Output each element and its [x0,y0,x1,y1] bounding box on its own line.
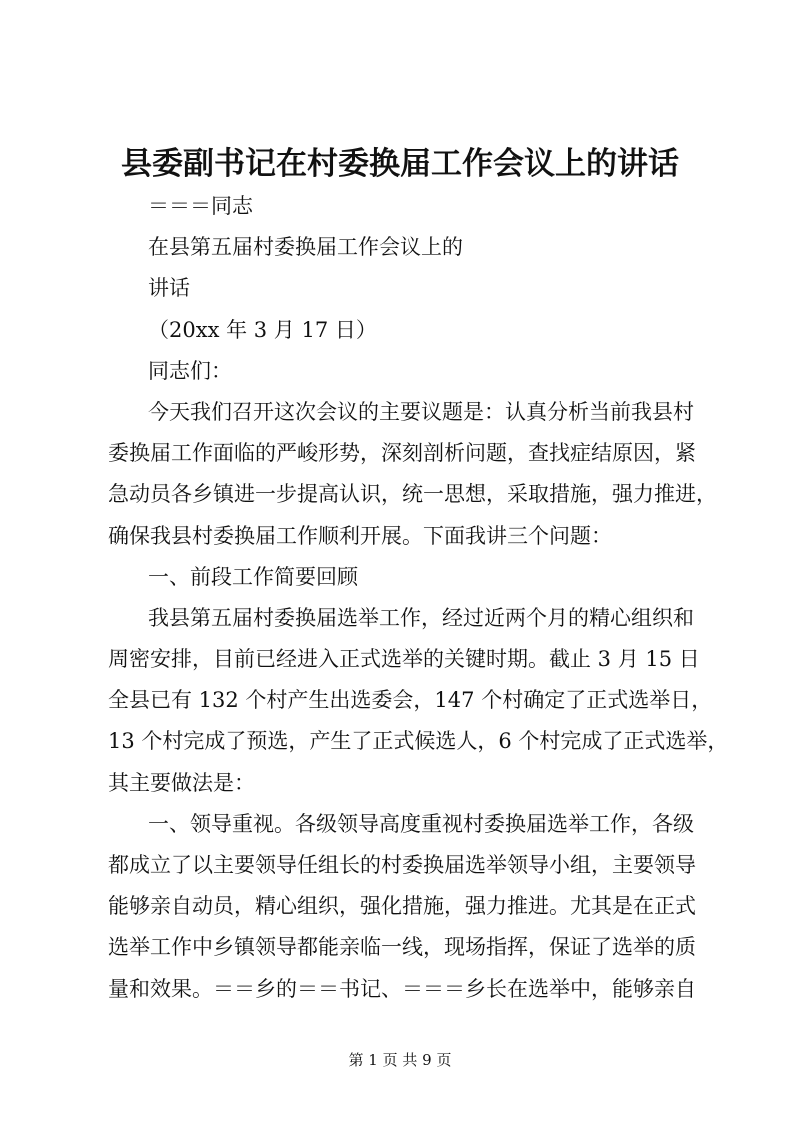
paragraph-line: 委换届工作面临的严峻形势，深刻剖析问题，查找症结原因，紧 [108,441,696,466]
document-title: 县委副书记在村委换届工作会议上的讲话 [121,146,679,182]
date-line: （20xx 年 3 月 17 日） [148,317,377,342]
paragraph-line: 周密安排，目前已经进入正式选举的关键时期。截止 3 月 15 日 [108,647,700,672]
paragraph-line: 今天我们召开这次会议的主要议题是：认真分析当前我县村 [148,399,694,424]
page-number: 第 1 页 共 9 页 [348,1051,452,1069]
section-heading: 一、前段工作简要回顾 [148,564,358,589]
subtitle-line: 讲话 [148,276,190,301]
paragraph-line: 13 个村完成了预选，产生了正式候选人，6 个村完成了正式选举， [108,729,729,754]
paragraph-line: 量和效果。＝＝乡的＝＝书记、＝＝＝乡长在选举中，能够亲自 [108,976,696,1001]
paragraph-line: 全县已有 132 个村产生出选委会，147 个村确定了正式选举日， [108,688,713,713]
subtitle-line: 在县第五届村委换届工作会议上的 [148,235,463,260]
paragraph-line: 能够亲自动员，精心组织，强化措施，强力推进。尤其是在正式 [108,894,696,919]
paragraph-line: 都成立了以主要领导任组长的村委换届选举领导小组，主要领导 [108,853,696,877]
document-body [108,186,729,1010]
paragraph-line: 我县第五届村委换届选举工作，经过近两个月的精心组织和 [148,605,694,630]
paragraph-line: 确保我县村委换届工作顺利开展。下面我讲三个问题： [108,523,612,548]
salutation-line: 同志们： [148,358,232,383]
paragraph-line: 急动员各乡镇进一步提高认识，统一思想，采取措施，强力推进， [108,482,717,507]
paragraph-line: 一、领导重视。各级领导高度重视村委换届选举工作，各级 [148,811,694,836]
speaker-line: ＝＝＝同志 [148,194,253,218]
paragraph-line: 其主要做法是： [108,770,255,795]
paragraph-line: 选举工作中乡镇领导都能亲临一线，现场指挥，保证了选举的质 [108,935,696,960]
